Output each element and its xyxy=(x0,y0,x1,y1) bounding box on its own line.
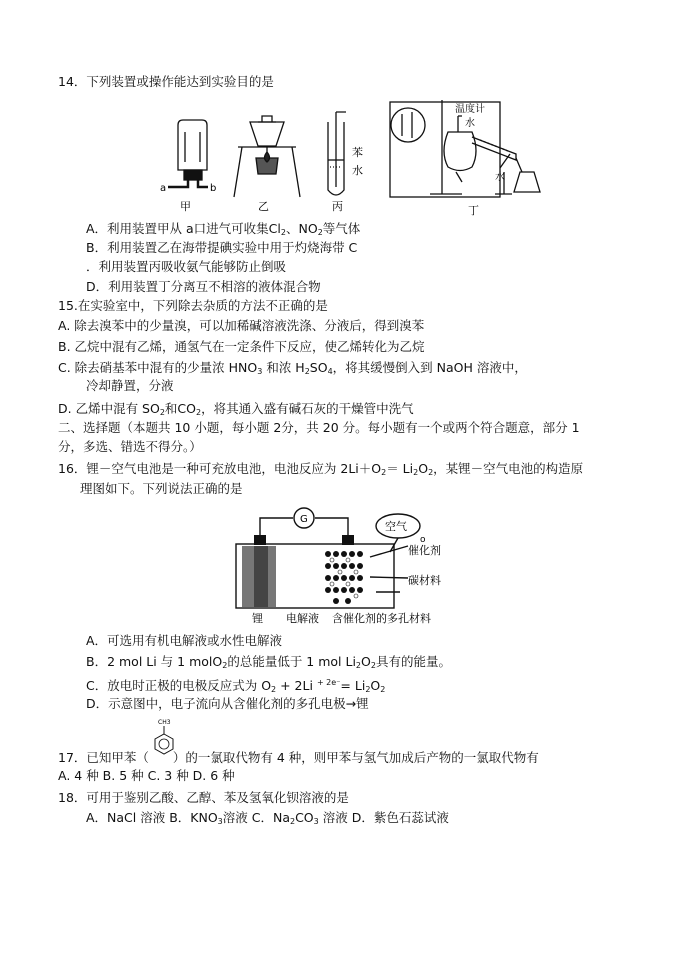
label-shui: 水 xyxy=(352,164,363,177)
section2-line2: 分，多选、错选不得分。） xyxy=(58,439,202,454)
q15-option-a: A. 除去溴苯中的少量溴，可以加稀碱溶液洗涤、分液后，得到溴苯 xyxy=(58,318,425,333)
carbon-label: 碳材料 xyxy=(408,574,441,587)
q16-option-b: B．2 mol Li 与 1 molO$_2$的总能量低于 1 mol $Li_2O_2$具有的能量。 xyxy=(86,654,451,670)
q14-figure xyxy=(150,92,690,242)
battery-figure xyxy=(230,502,470,627)
apparatus-yi xyxy=(234,116,300,197)
q16-option-c: C．放电时正极的电极反应式为 $O_2 + 2Li$ $^{+ 2e^-}= Li_2O_2$ xyxy=(86,678,386,695)
q17-options: A. 4 种 B. 5 种 C. 3 种 D. 6 种 xyxy=(58,768,235,783)
galvanometer-label: G xyxy=(300,514,308,525)
label-water-in: 水 xyxy=(465,118,475,129)
q16-option-d: D．示意图中，电子流向从含催化剂的多孔电极→锂 xyxy=(86,696,369,711)
q16-stem-cont: 理图如下。下列说法正确的是 xyxy=(80,481,243,496)
ch3-label: CH3 xyxy=(158,719,171,726)
q18-stem: 18．可用于鉴别乙酸、乙醇、苯及氢氧化钡溶液的是 xyxy=(58,790,349,805)
catalyst-label: 催化剂 xyxy=(408,544,441,557)
label-water-out: 水 xyxy=(495,172,505,183)
porous-label: 含催化剂的多孔材料 xyxy=(332,612,431,625)
air-label: 空气 xyxy=(385,520,407,533)
apparatus-jia xyxy=(168,120,208,187)
oxygen-label: o xyxy=(420,535,426,545)
q15-option-c: C. 除去硝基苯中混有的少量浓 $HNO_3$ 和浓 $H_2SO_4$，将其缓慢倒入到 NaOH 溶液中， xyxy=(58,360,527,376)
q16-option-a: A．可选用有机电解液或水性电解液 xyxy=(86,633,283,648)
q18-options: A．NaCl 溶液 B．$KNO_3$溶液 C．$Na_2CO_3$ 溶液 D．紫色石蕊试液 xyxy=(86,810,449,826)
q14-option-c: ．利用装置丙吸收氨气能够防止倒吸 xyxy=(86,259,287,274)
q16-stem: 16．锂－空气电池是一种可充放电池，电池反应为 $2Li+O_2= Li_2O_2$，某锂－空气电池的构造原 xyxy=(58,461,584,477)
q14-option-a: A．利用装置甲从 a口进气可收集$Cl_2$、$NO_2$等气体 xyxy=(86,221,361,237)
label-thermo: 温度计 xyxy=(455,104,485,115)
label-a: a xyxy=(160,183,167,194)
q14-stem: 14．下列装置或操作能达到实验目的是 xyxy=(58,74,274,89)
q17-stem: 17．已知甲苯（ ）的一氯取代物有 4 种，则甲苯与氢气加成后产物的一氯取代物有 xyxy=(58,750,539,765)
section2-line1: 二、选择题（本题共 10 小题，每小题 2分，共 20 分。每小题有一个或两个符合题意，部分 1 xyxy=(58,420,580,435)
apparatus-bing xyxy=(328,112,346,195)
q15-option-b: B. 乙烷中混有乙烯，通氢气在一定条件下反应，使乙烯转化为乙烷 xyxy=(58,339,425,354)
q15-option-c-cont: 冷却静置，分液 xyxy=(86,378,174,393)
q14-option-b: B．利用装置乙在海带提碘实验中用于灼烧海带 C xyxy=(86,240,358,255)
label-ding: 丁 xyxy=(468,204,479,217)
label-jia: 甲 xyxy=(180,200,191,213)
q15-option-d: D. 乙烯中混有 $SO_2$和$CO_2$，将其通入盛有碱石灰的干燥管中洗气 xyxy=(58,401,414,417)
label-bing: 丙 xyxy=(332,200,343,213)
q15-stem: 15.在实验室中，下列除去杂质的方法不正确的是 xyxy=(58,298,328,313)
electrolyte-label: 电解液 xyxy=(286,612,319,625)
lithium-label: 锂 xyxy=(252,612,263,625)
label-ben: 苯 xyxy=(352,146,363,159)
q14-option-d: D．利用装置丁分离互不相溶的液体混合物 xyxy=(86,279,321,294)
label-b: b xyxy=(210,183,217,194)
label-yi: 乙 xyxy=(258,200,269,213)
